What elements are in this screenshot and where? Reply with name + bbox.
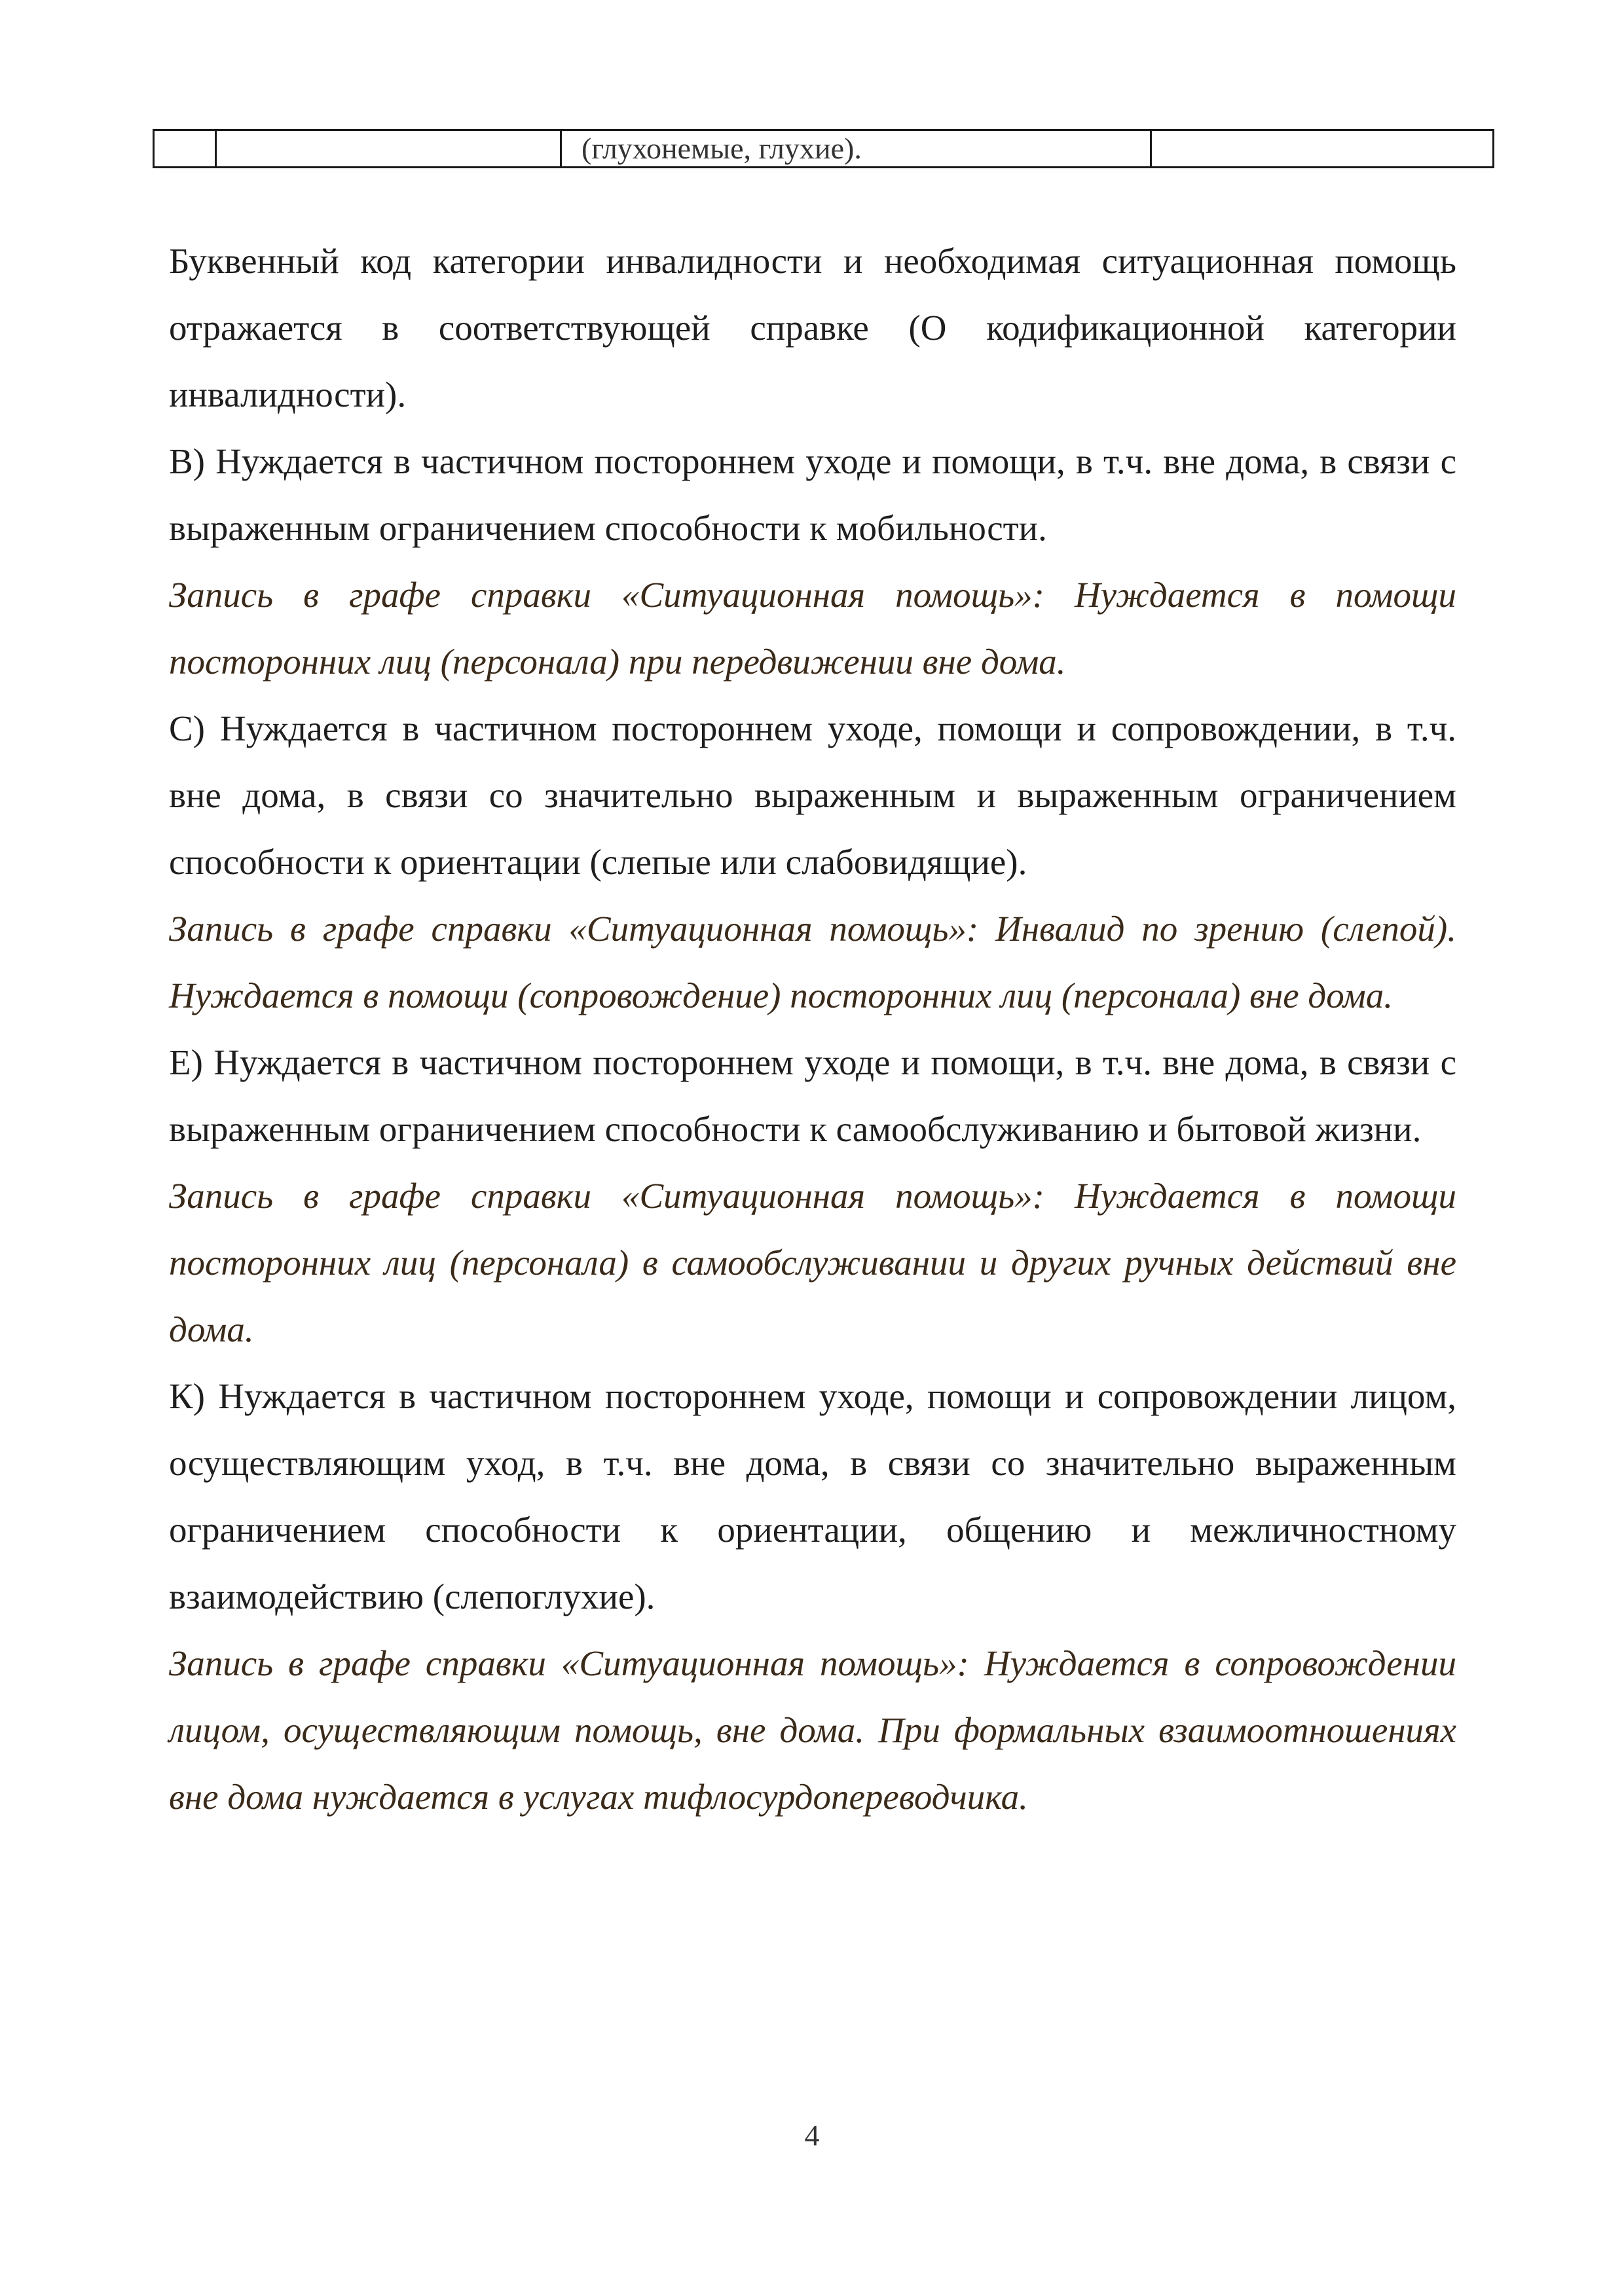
paragraph-category-k: К) Нуждается в частичном постороннем уходе, помощи и сопровождении лицом, осуществляющим уход, в т.ч. вне дома, в связи со значительно выраженным ограничением способности к ориентации, общению и межличностному взаимодействию (слепоглухие). [169,1376,1456,1616]
table-fragment [153,129,1494,168]
paragraph-record-e: Запись в графе справки «Ситуационная помощь»: Нуждается в помощи посторонних лиц (персонала) в самообслуживании и других ручных действий вне дома. [169,1176,1456,1349]
table-cell [154,130,216,168]
paragraph-intro: Буквенный код категории инвалидности и необходимая ситуационная помощь отражается в соответствующей справке (О кодификационной категории инвалидности). [169,241,1456,414]
paragraph-record-c: Запись в графе справки «Ситуационная помощь»: Инвалид по зрению (слепой). Нуждается в помощи (сопровождение) посторонних лиц (персонала) вне дома. [169,909,1456,1015]
body-text [169,228,1456,1831]
table-cell [216,130,561,168]
paragraph-category-c: С) Нуждается в частичном постороннем уходе, помощи и сопровождении, в т.ч. вне дома, в связи со значительно выраженным и выраженным ограничением способности к ориентации (слепые или слабовидящие). [169,708,1456,882]
paragraph-category-e: Е) Нуждается в частичном постороннем уходе и помощи, в т.ч. вне дома, в связи с выраженным ограничением способности к самообслуживанию и бытовой жизни. [169,1042,1456,1149]
table-cell [1151,130,1494,168]
table-cell: (глухонемые, глухие). [561,130,1151,168]
paragraph-record-b: Запись в графе справки «Ситуационная помощь»: Нуждается в помощи посторонних лиц (персонала) при передвижении вне дома. [169,575,1456,682]
page-number: 4 [804,2119,820,2152]
table-row [154,130,1494,168]
paragraph-record-k: Запись в графе справки «Ситуационная помощь»: Нуждается в сопровождении лицом, осуществляющим помощь, вне дома. При формальных взаимоотношениях вне дома нуждается в услугах тифлосурдопереводчика. [169,1643,1456,1817]
paragraph-category-b: В) Нуждается в частичном постороннем уходе и помощи, в т.ч. вне дома, в связи с выраженным ограничением способности к мобильности. [169,441,1456,548]
